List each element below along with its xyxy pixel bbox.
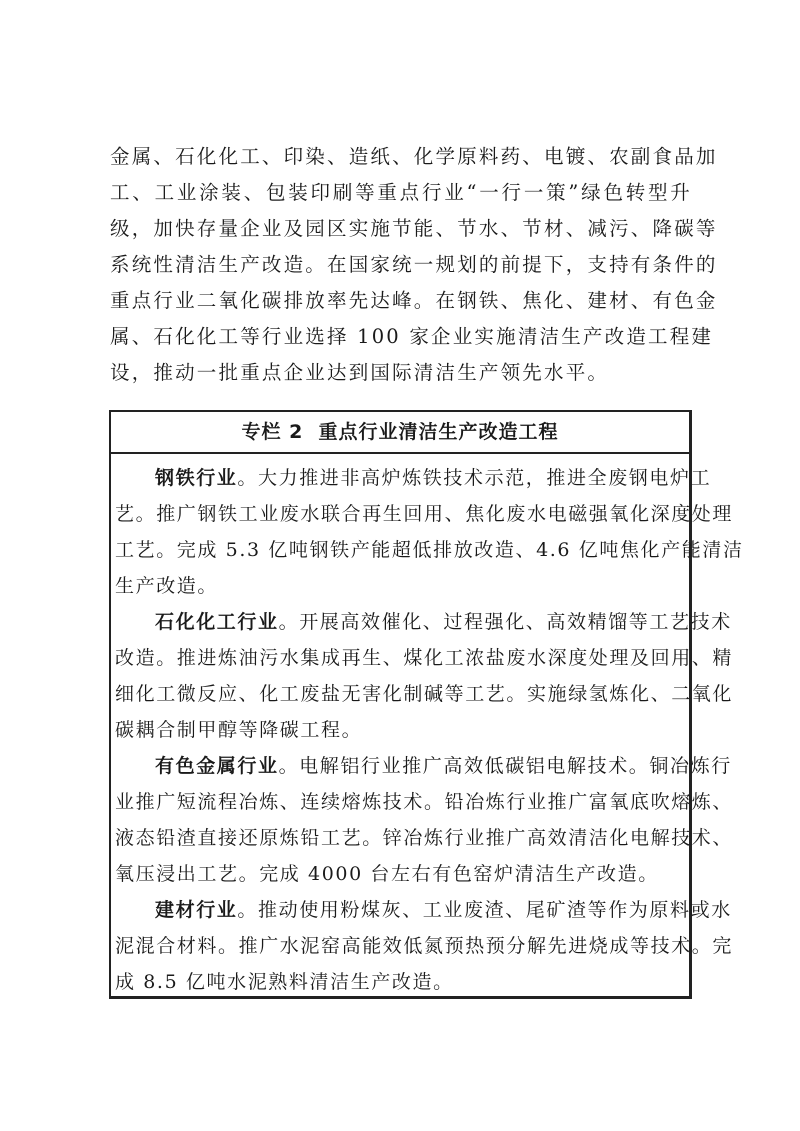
- box-body: [111, 454, 744, 1000]
- intro-line: 重点行业二氧化碳排放率先达峰。在钢铁、焦化、建材、有色金: [110, 289, 718, 312]
- section-text: 。大力推进非高炉炼铁技术示范，推进全废钢电炉工: [237, 467, 712, 489]
- section-steel: [115, 460, 744, 604]
- section-line: 细化工微反应、化工废盐无害化制碱等工艺。实施绿氢炼化、二氧化: [115, 683, 734, 705]
- section-text: 。电解铝行业推广高效低碳铝电解技术。铜冶炼行: [278, 755, 732, 777]
- feature-box: [109, 410, 744, 999]
- section-line: 改造。推进炼油污水集成再生、煤化工浓盐废水深度处理及回用、精: [115, 647, 734, 669]
- intro-line: 系统性清洁生产改造。在国家统一规划的前提下，支持有条件的: [110, 253, 718, 276]
- section-heading: 有色金属行业: [155, 755, 279, 777]
- section-heading: 钢铁行业: [155, 467, 238, 489]
- section-text: 。开展高效催化、过程强化、高效精馏等工艺技术: [278, 611, 732, 633]
- intro-line: 属、石化化工等行业选择 100 家企业实施清洁生产改造工程建: [110, 325, 714, 348]
- section-heading: 石化化工行业: [155, 611, 279, 633]
- box-title: 专栏 2 重点行业清洁生产改造工程: [111, 412, 689, 454]
- section-line: 生产改造。: [115, 575, 219, 597]
- section-heading: 建材行业: [155, 899, 238, 921]
- section-line: 泥混合材料。推广水泥窑高能效低氮预热预分解先进烧成等技术。完: [115, 935, 734, 957]
- intro-line: 工、工业涂装、包装印刷等重点行业“一行一策”绿色转型升: [110, 181, 692, 204]
- section-line: 业推广短流程冶炼、连续熔炼技术。铅冶炼行业推广富氧底吹熔炼、: [115, 791, 734, 813]
- section-line: 液态铅渣直接还原炼铅工艺。锌冶炼行业推广高效清洁化电解技术、: [115, 827, 734, 849]
- section-nonferrous: [115, 748, 734, 892]
- section-line: 碳耦合制甲醇等降碳工程。: [115, 719, 363, 741]
- section-first-line: [115, 748, 732, 784]
- section-line: 氧压浸出工艺。完成 4000 台左右有色窑炉清洁生产改造。: [115, 863, 659, 885]
- intro-line: 设，推动一批重点企业达到国际清洁生产领先水平。: [110, 361, 610, 384]
- section-text: 。推动使用粉煤灰、工业废渣、尾矿渣等作为原料或水: [237, 899, 732, 921]
- section-line: 艺。推广钢铁工业废水联合再生回用、焦化废水电磁强氧化深度处理: [115, 503, 734, 525]
- section-first-line: [115, 892, 732, 928]
- section-first-line: [115, 460, 712, 496]
- section-petrochemical: [115, 604, 734, 748]
- section-line: 工艺。完成 5.3 亿吨钢铁产能超低排放改造、4.6 亿吨焦化产能清洁: [115, 539, 744, 561]
- intro-line: 金属、石化化工、印染、造纸、化学原料药、电镀、农副食品加: [110, 145, 718, 168]
- intro-line: 级，加快存量企业及园区实施节能、节水、节材、减污、降碳等: [110, 217, 718, 240]
- intro-paragraph: [110, 139, 718, 391]
- section-line: 成 8.5 亿吨水泥熟料清洁生产改造。: [115, 971, 454, 993]
- section-building-materials: [115, 892, 734, 1000]
- section-first-line: [115, 604, 732, 640]
